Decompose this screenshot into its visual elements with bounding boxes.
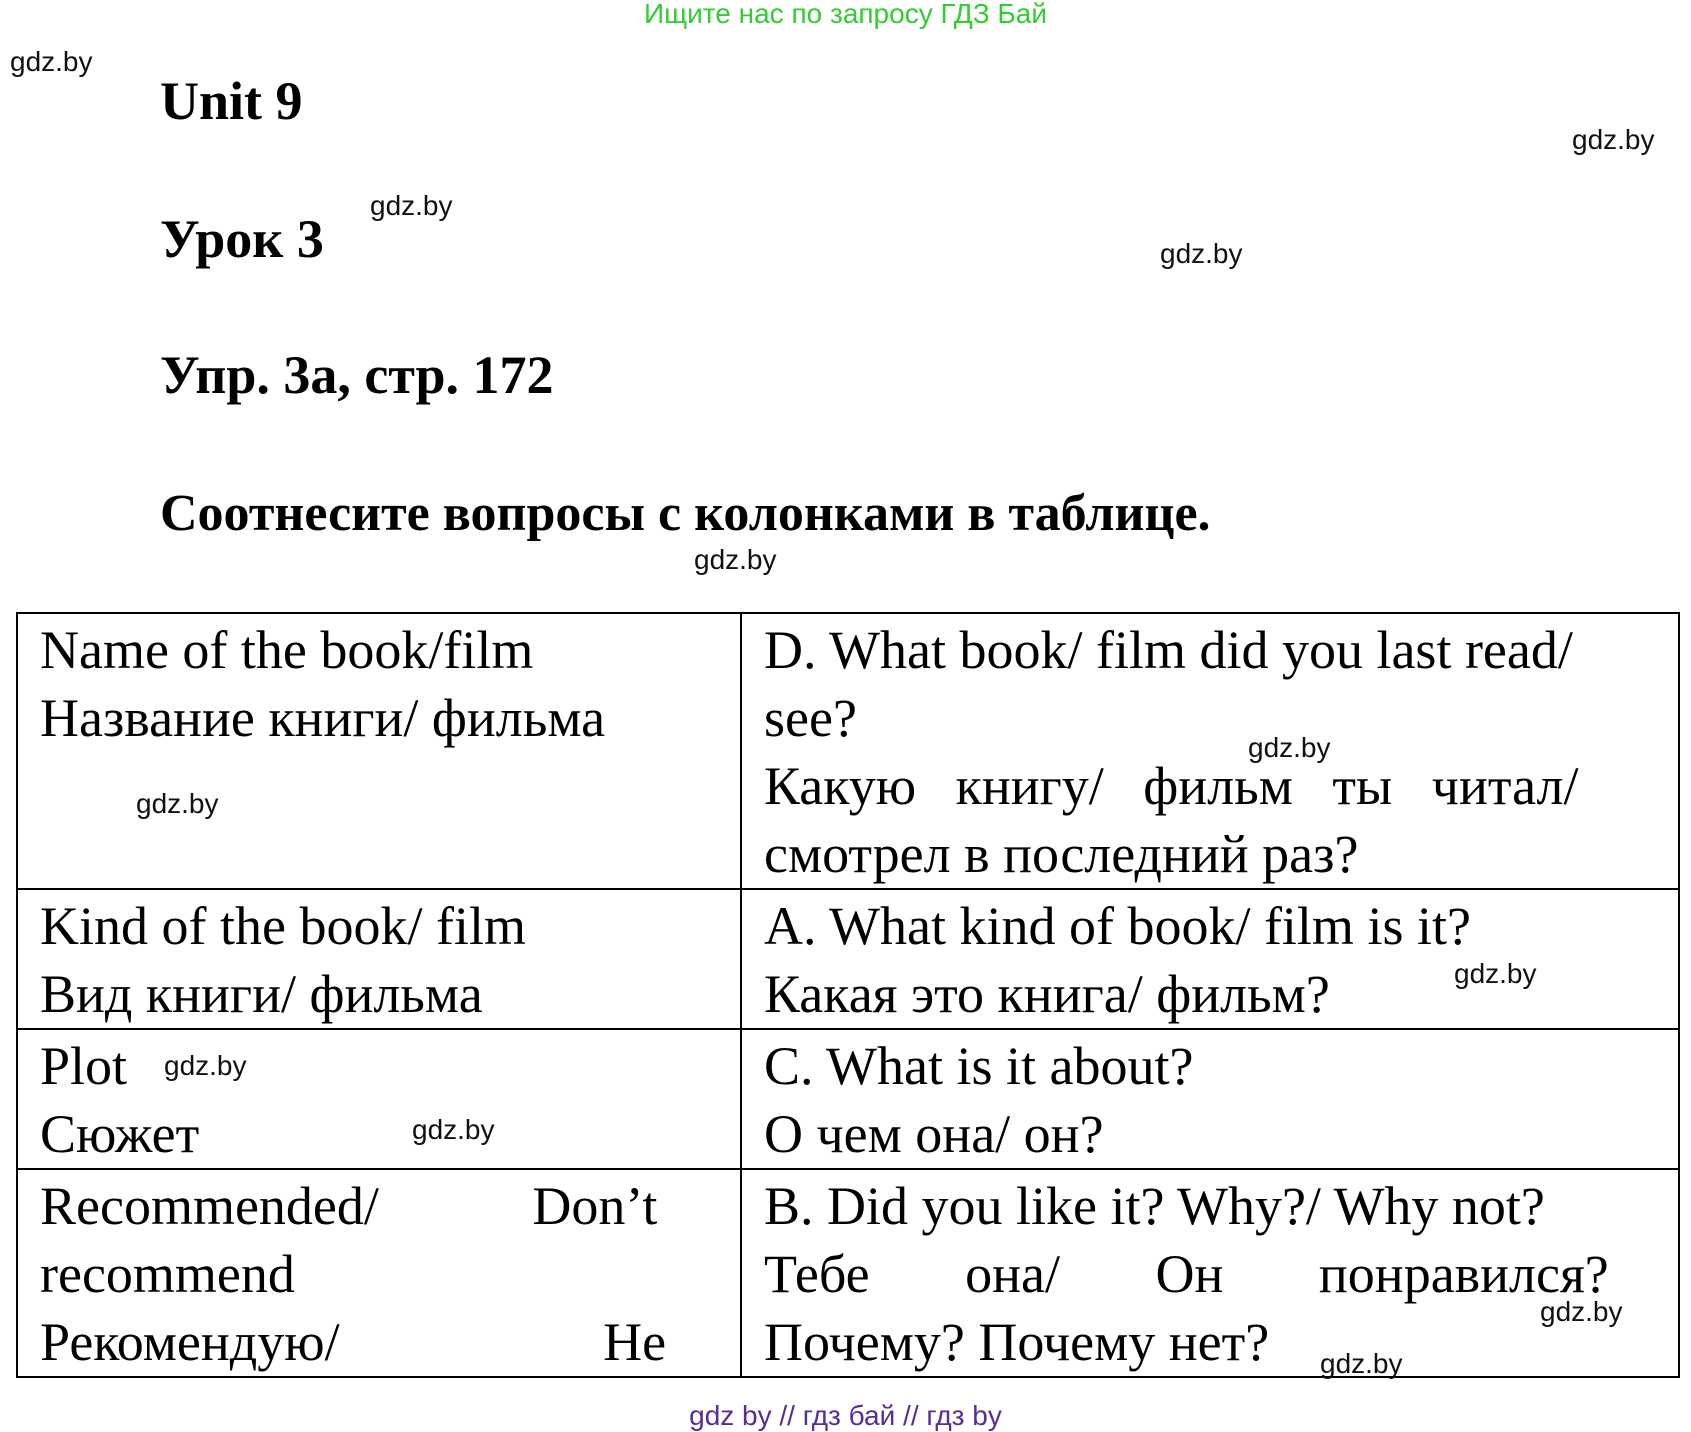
watermark: gdz.by (1540, 1296, 1623, 1327)
table-cell-left (17, 613, 741, 889)
cell-line: D. What book/ film did you last read/ (764, 620, 1573, 680)
cell-line: Рекомендую/ Не (40, 1312, 667, 1372)
table-row (17, 889, 1679, 1029)
cell-line: Какая это книга/ фильм? (764, 964, 1330, 1024)
table-cell-right (741, 1169, 1679, 1377)
watermark: gdz.by (136, 788, 219, 819)
unit-heading: Unit 9 (160, 71, 303, 131)
table-cell-right (741, 889, 1679, 1029)
cell-line: Почему? Почему нет? (764, 1312, 1270, 1372)
cell-line: Сюжет (40, 1104, 200, 1164)
matching-table (16, 612, 1680, 1378)
cell-line: Recommended/ Don’t (40, 1176, 658, 1236)
cell-line: Вид книги/ фильма (40, 964, 483, 1024)
watermark: gdz.by (1248, 732, 1331, 763)
table-cell-right (741, 1029, 1679, 1169)
watermark: gdz.by (370, 190, 453, 221)
table-cell-right (741, 613, 1679, 889)
table-cell-left (17, 889, 741, 1029)
cell-line: О чем она/ он? (764, 1104, 1104, 1164)
table-row (17, 613, 1679, 889)
cell-line: Тебе она/ Он понравился? (764, 1244, 1609, 1304)
watermark: gdz.by (1572, 124, 1655, 155)
watermark: gdz.by (1320, 1348, 1403, 1379)
watermark: gdz.by (10, 46, 93, 77)
cell-line: recommend (40, 1244, 295, 1304)
watermark: gdz.by (412, 1114, 495, 1145)
cell-line: C. What is it about? (764, 1036, 1194, 1096)
cell-line: see? (764, 688, 857, 748)
task-instruction: Соотнесите вопросы с колонками в таблице. (160, 485, 1211, 542)
table-cell-left (17, 1029, 741, 1169)
table-row (17, 1029, 1679, 1169)
footer-links: gdz by // гдз бай // гдз by (689, 1400, 1002, 1431)
table-row (17, 1169, 1679, 1377)
cell-line: A. What kind of book/ film is it? (764, 896, 1471, 956)
exercise-heading: Упр. 3а, стр. 172 (160, 345, 554, 405)
watermark: gdz.by (1160, 238, 1243, 269)
cell-line: Kind of the book/ film (40, 896, 526, 956)
cell-line: Название книги/ фильма (40, 688, 606, 748)
cell-line: Какую книгу/ фильм ты читал/ (764, 756, 1579, 816)
cell-line: смотрел в последний раз? (764, 824, 1359, 884)
cell-line: B. Did you like it? Why?/ Why not? (764, 1176, 1545, 1236)
watermark: gdz.by (164, 1050, 247, 1081)
table-cell-left (17, 1169, 741, 1377)
lesson-heading: Урок 3 (160, 209, 324, 269)
search-banner: Ищите нас по запросу ГДЗ Бай (643, 0, 1048, 29)
cell-line: Name of the book/film (40, 620, 534, 680)
cell-line: Plot (40, 1036, 128, 1096)
watermark: gdz.by (694, 544, 777, 575)
watermark: gdz.by (1454, 958, 1537, 989)
